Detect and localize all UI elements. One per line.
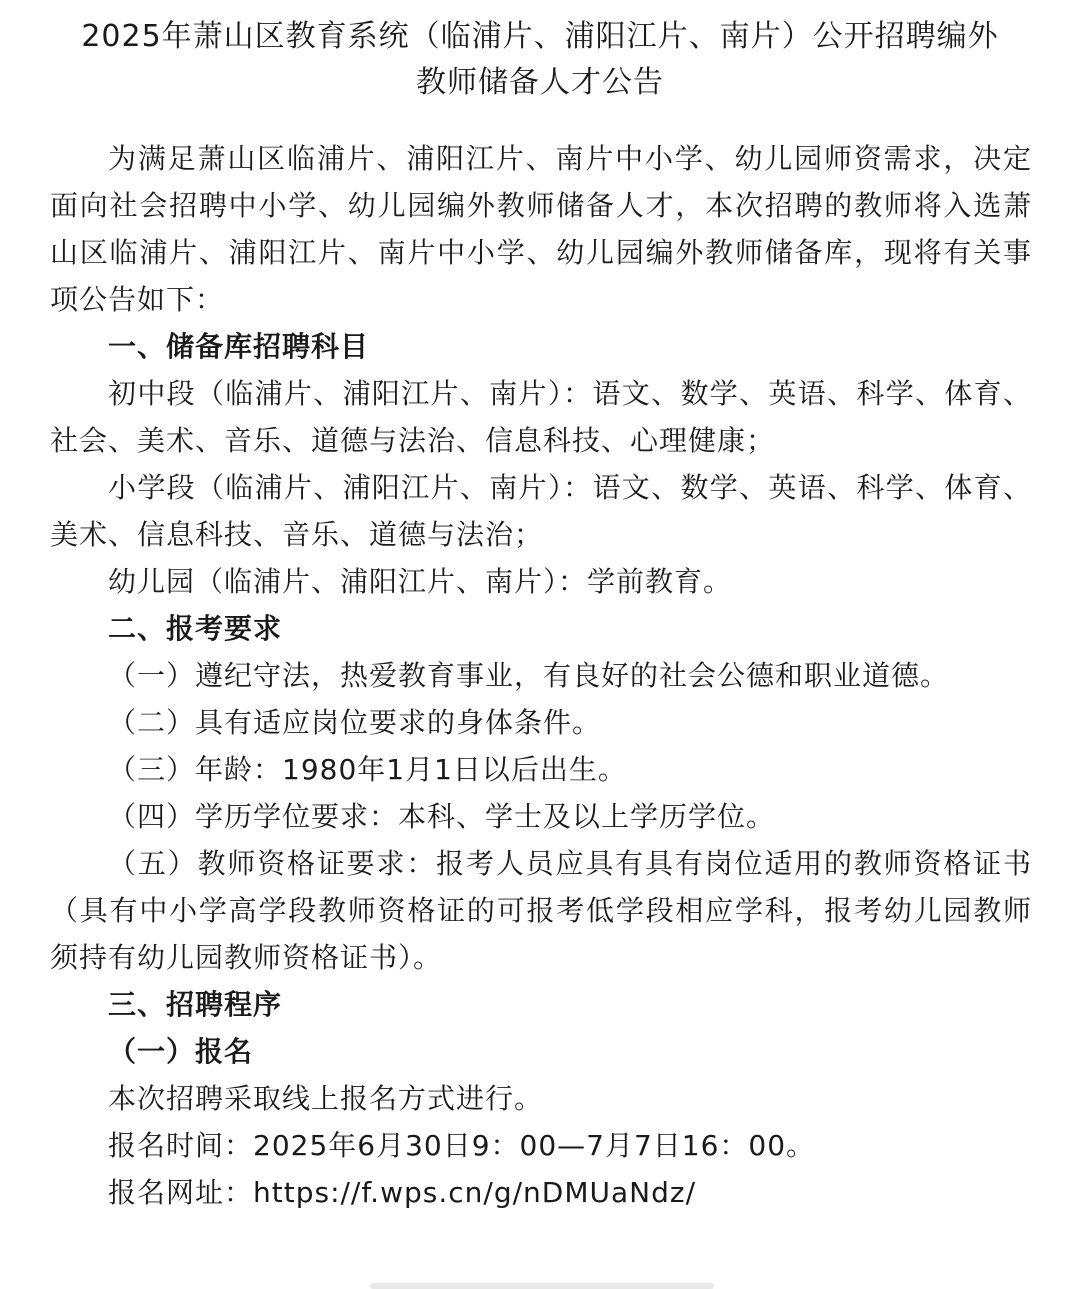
kindergarten-subjects: 幼儿园（临浦片、浦阳江片、南片）：学前教育。 <box>108 565 733 598</box>
requirement-1: （一）遵纪守法，热爱教育事业，有良好的社会公德和职业道德。 <box>108 659 950 692</box>
registration-subheading: （一）报名 <box>108 1035 254 1068</box>
intro-paragraph: 为满足萧山区临浦片、浦阳江片、南片中小学、幼儿园师资需求，决定面向社会招聘中小学、幼儿园编外教师储备人才，本次招聘的教师将入选萧山区临浦片、浦阳江片、南片中小学、幼儿园编外教师储备库，现将有关事项公告如下： <box>50 142 1032 316</box>
requirement-2: （二）具有适应岗位要求的身体条件。 <box>108 706 602 739</box>
announcement-body <box>50 135 1032 1216</box>
announcement-title <box>0 14 1080 106</box>
section-2-heading: 二、报考要求 <box>108 612 283 645</box>
requirement-3: （三）年龄：1980年1月1日以后出生。 <box>108 753 627 786</box>
primary-subjects: 小学段（临浦片、浦阳江片、南片）：语文、数学、英语、科学、体育、美术、信息科技、音乐、道德与法治； <box>50 471 1032 551</box>
requirement-4: （四）学历学位要求：本科、学士及以上学历学位。 <box>108 800 776 833</box>
section-1-heading: 一、储备库招聘科目 <box>108 330 370 363</box>
requirement-5: （五）教师资格证要求：报考人员应具有具有岗位适用的教师资格证书（具有中小学高学段教师资格证的可报考低学段相应学科，报考幼儿园教师须持有幼儿园教师资格证书）。 <box>50 847 1032 974</box>
registration-time: 报名时间：2025年6月30日9：00—7月7日16：00。 <box>108 1129 816 1162</box>
registration-method: 本次招聘采取线上报名方式进行。 <box>108 1082 544 1115</box>
title-line-2: 教师储备人才公告 <box>416 65 664 100</box>
section-3-heading: 三、招聘程序 <box>108 988 283 1021</box>
home-indicator <box>370 1283 714 1289</box>
title-line-1: 2025年萧山区教育系统（临浦片、浦阳江片、南片）公开招聘编外 <box>81 19 999 54</box>
junior-subjects: 初中段（临浦片、浦阳江片、南片）：语文、数学、英语、科学、体育、社会、美术、音乐、道德与法治、信息科技、心理健康； <box>50 377 1032 457</box>
registration-url[interactable]: 报名网址：https://f.wps.cn/g/nDMUaNdz/ <box>108 1176 696 1209</box>
